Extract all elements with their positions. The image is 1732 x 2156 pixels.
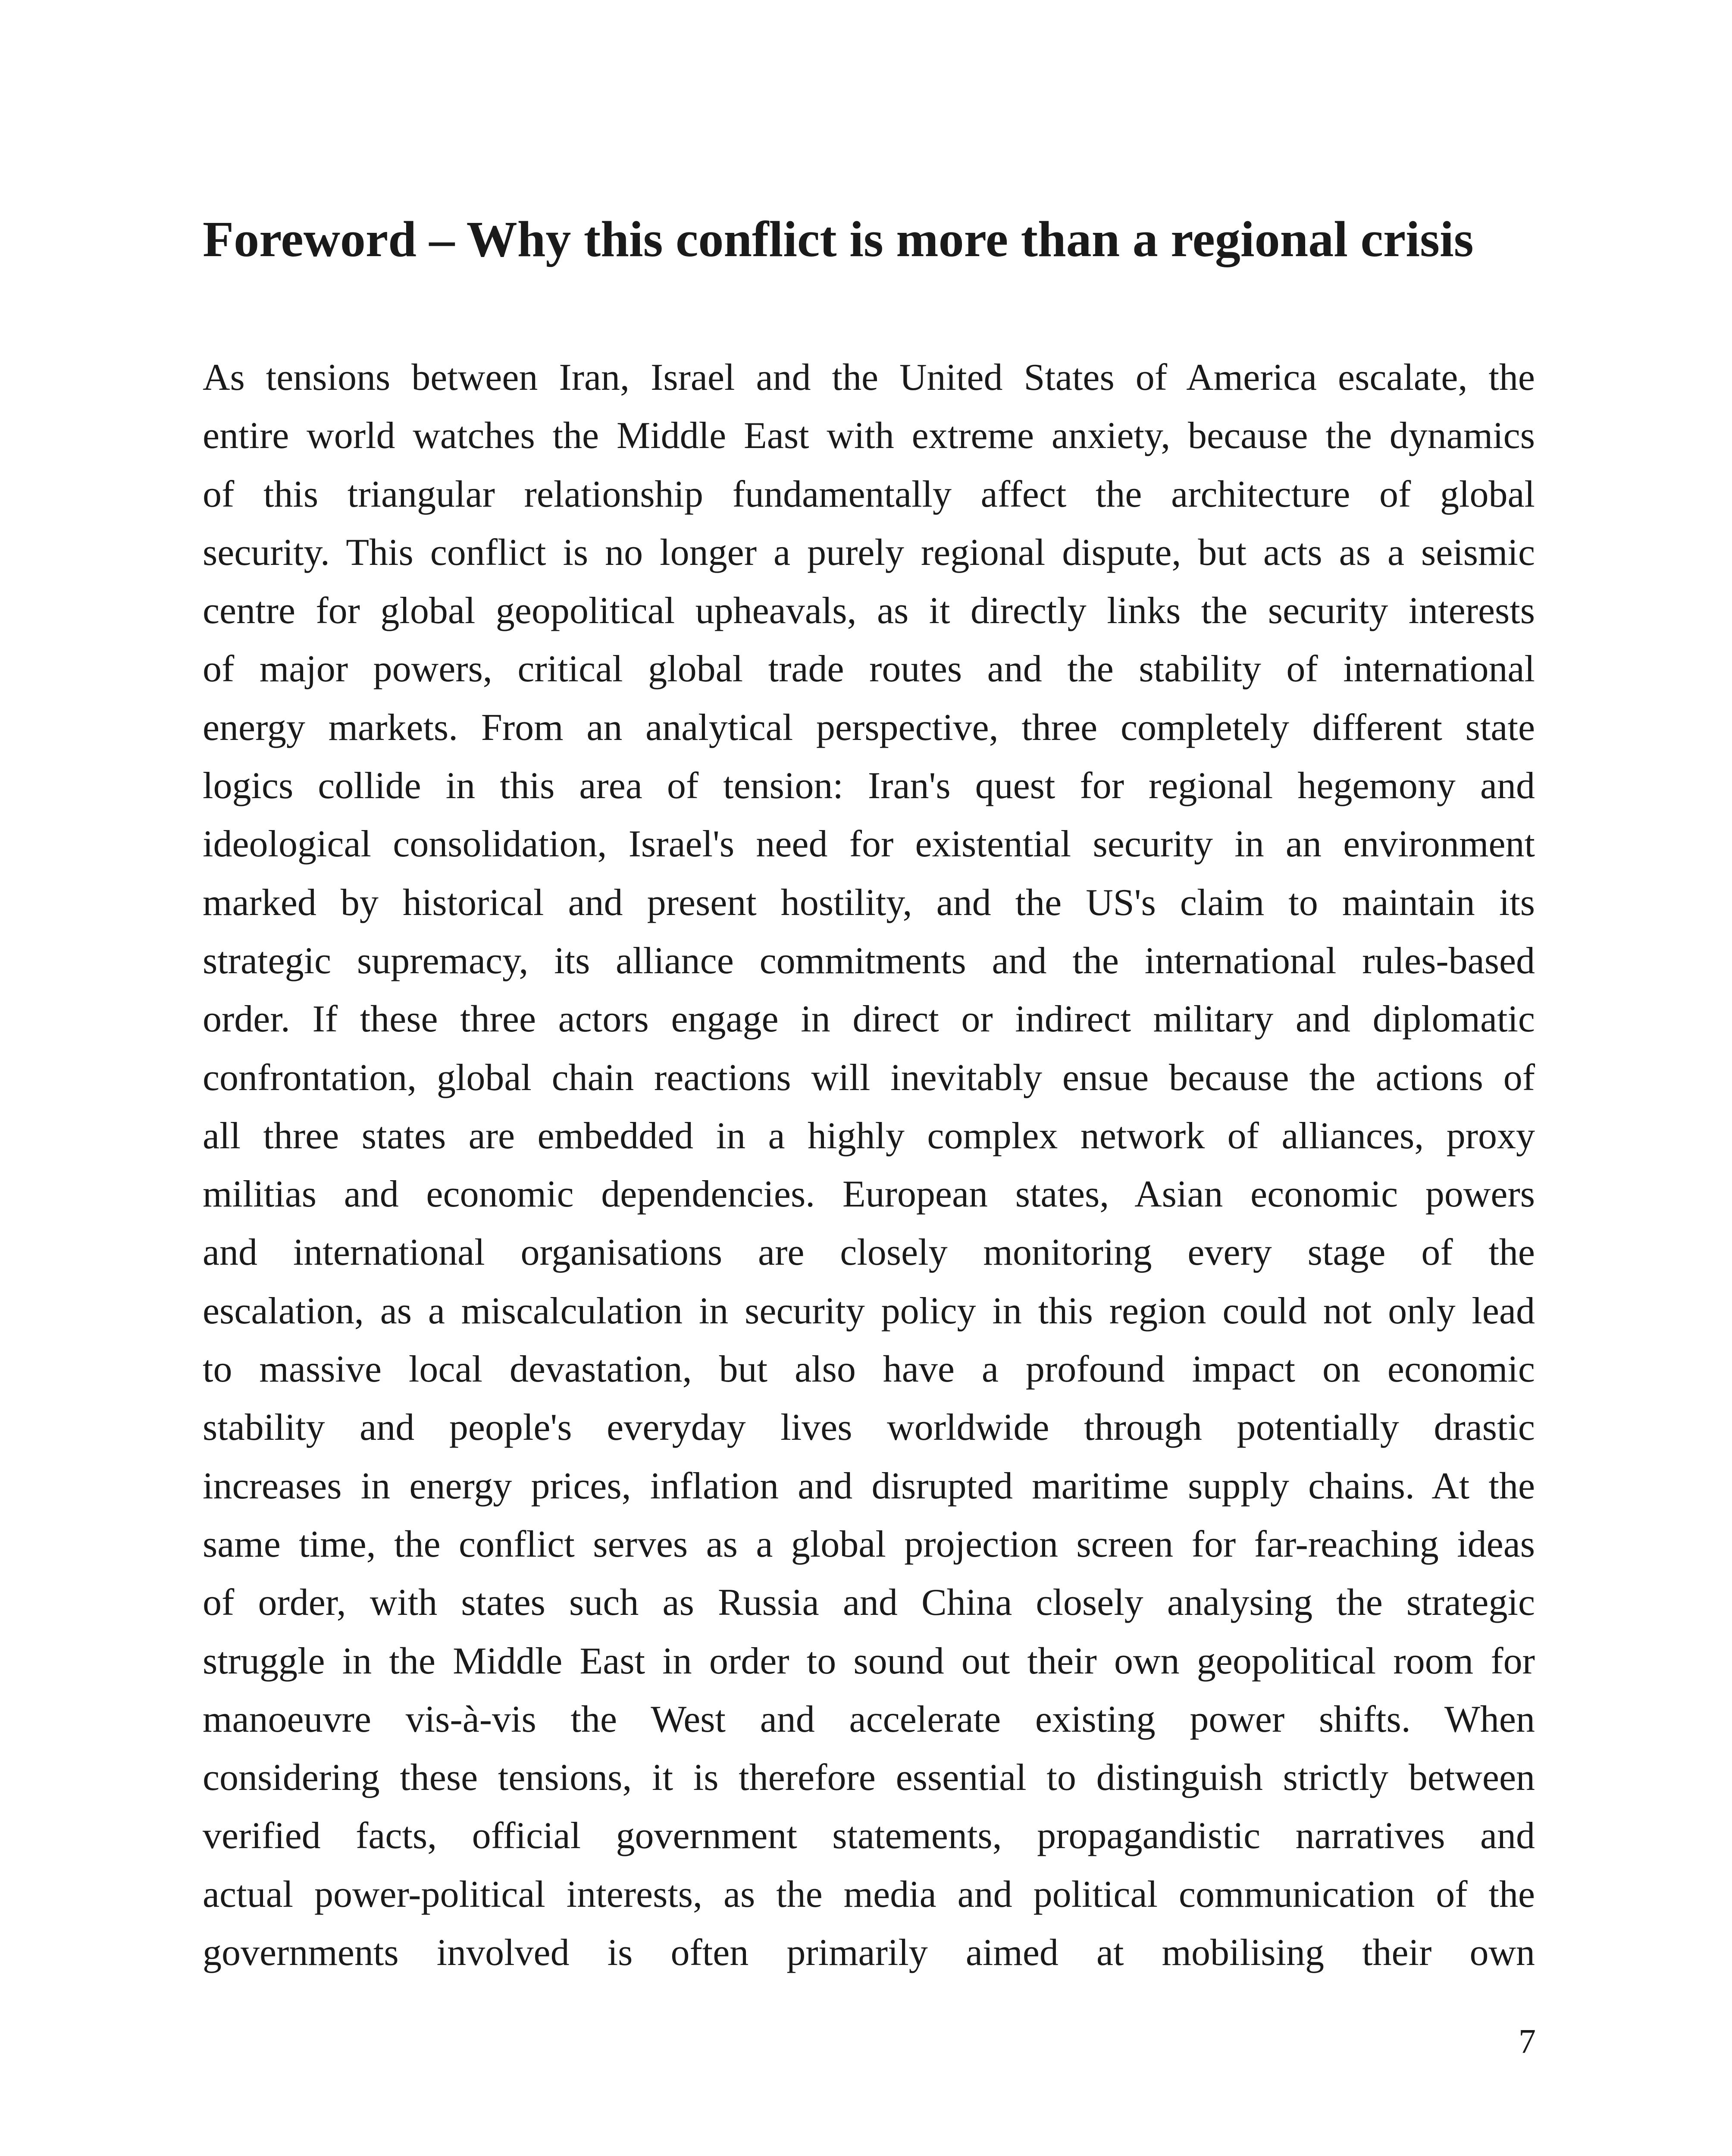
paragraph-line: of major powers, critical global trade routes and the stability of international: [203, 648, 1535, 690]
paragraph-line: security. This conflict is no longer a purely regional dispute, but acts as a seismic: [203, 531, 1535, 573]
chapter-heading: Foreword – Why this conflict is more than a regional crisis: [203, 211, 1474, 267]
paragraph-line: centre for global geopolitical upheavals, as it directly links the security interests: [203, 590, 1535, 632]
paragraph-line: marked by historical and present hostility, and the US's claim to maintain its: [203, 881, 1535, 924]
paragraph-line: considering these tensions, it is therefore essential to distinguish strictly between: [203, 1757, 1535, 1799]
paragraph-line: verified facts, official government statements, propagandistic narratives and: [203, 1815, 1535, 1857]
paragraph-line: and international organisations are closely monitoring every stage of the: [203, 1232, 1535, 1274]
paragraph-line: struggle in the Middle East in order to sound out their own geopolitical room for: [203, 1640, 1535, 1682]
paragraph-line: confrontation, global chain reactions will inevitably ensue because the actions of: [203, 1056, 1535, 1099]
paragraph-line: escalation, as a miscalculation in security policy in this region could not only lead: [203, 1290, 1535, 1332]
paragraph-line: governments involved is often primarily aimed at mobilising their own: [203, 1932, 1535, 1974]
paragraph-line: stability and people's everyday lives worldwide through potentially drastic: [203, 1407, 1535, 1449]
paragraph-line: manoeuvre vis-à-vis the West and accelerate existing power shifts. When: [203, 1698, 1535, 1740]
paragraph-line: logics collide in this area of tension: Iran's quest for regional hegemony and: [203, 765, 1535, 807]
paragraph-line: same time, the conflict serves as a global projection screen for far-reaching ideas: [203, 1523, 1535, 1565]
paragraph-line: militias and economic dependencies. European states, Asian economic powers: [203, 1173, 1535, 1216]
page-number: 7: [1519, 2023, 1536, 2061]
paragraph-line: entire world watches the Middle East with extreme anxiety, because the dynamics: [203, 415, 1535, 457]
paragraph-line: energy markets. From an analytical perspective, three completely different state: [203, 706, 1535, 749]
paragraph-line: to massive local devastation, but also have a profound impact on economic: [203, 1348, 1535, 1391]
paragraph-line: of order, with states such as Russia and China closely analysing the strategic: [203, 1582, 1535, 1624]
paragraph-line: ideological consolidation, Israel's need for existential security in an environment: [203, 823, 1535, 865]
paragraph-line: all three states are embedded in a highly complex network of alliances, proxy: [203, 1115, 1535, 1157]
paragraph-line: As tensions between Iran, Israel and the United States of America escalate, the: [203, 357, 1535, 398]
paragraph-line: order. If these three actors engage in direct or indirect military and diplomatic: [203, 998, 1535, 1040]
paragraph-line: actual power-political interests, as the media and political communication of the: [203, 1873, 1535, 1915]
paragraph-line: strategic supremacy, its alliance commitments and the international rules-based: [203, 940, 1535, 982]
body-paragraph: [203, 348, 1535, 1982]
paragraph-line: increases in energy prices, inflation and disrupted maritime supply chains. At the: [203, 1465, 1535, 1507]
paragraph-line: of this triangular relationship fundamentally affect the architecture of global: [203, 473, 1535, 515]
